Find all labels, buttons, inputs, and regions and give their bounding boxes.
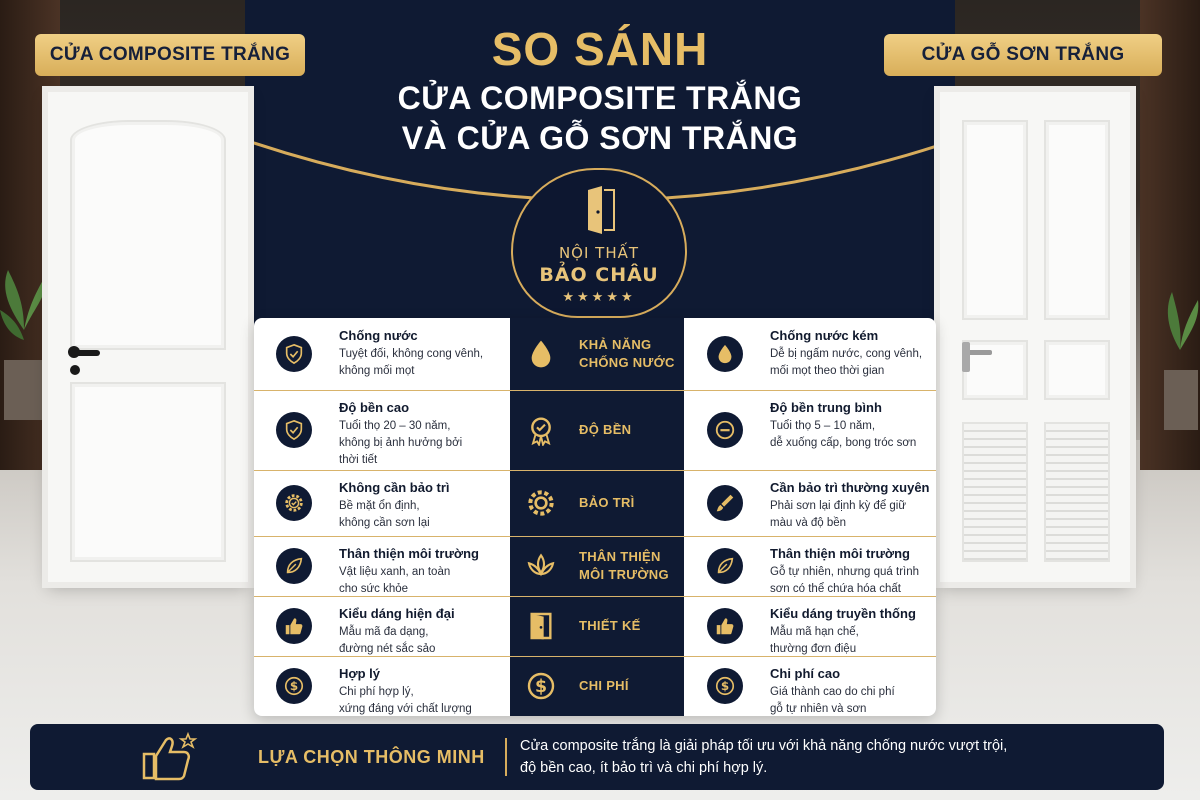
wood-door-image xyxy=(940,92,1130,582)
thumbs-up-star-icon xyxy=(138,732,198,782)
water-drop-icon xyxy=(524,337,558,371)
svg-text:$: $ xyxy=(289,679,299,694)
paint-brush-icon xyxy=(707,485,743,521)
category-label: THÂN THIỆN MÔI TRƯỜNG xyxy=(579,549,669,582)
row-divider xyxy=(254,656,936,657)
comparison-row xyxy=(254,390,936,470)
medal-icon xyxy=(524,413,558,447)
composite-feature-desc: Tuyệt đối, không cong vênh, không mối mọt xyxy=(339,348,484,377)
comparison-row xyxy=(254,656,936,716)
comparison-row xyxy=(254,596,936,656)
page-subtitle-line1: CỬA COMPOSITE TRẮNG xyxy=(397,80,803,116)
water-drop-icon xyxy=(707,336,743,372)
category-label: KHẢ NĂNG CHỐNG NƯỚC xyxy=(579,337,675,370)
door-panel-mr xyxy=(1044,340,1110,400)
door-handle xyxy=(964,350,992,355)
logo-stars: ★★★★★ xyxy=(562,290,636,305)
gear-icon xyxy=(524,486,558,520)
thumbs-up-icon xyxy=(707,608,743,644)
wood-feature-title: Thân thiện môi trường xyxy=(770,546,910,561)
wood-feature-desc: Mẫu mã hạn chế, thường đơn điệu xyxy=(770,626,859,655)
footer-divider xyxy=(505,738,507,776)
door-panel-tr xyxy=(1044,120,1110,320)
leaf-icon xyxy=(276,548,312,584)
door-panel-ml xyxy=(962,340,1028,400)
door-louver-left xyxy=(962,422,1028,562)
wood-feature-title: Chống nước kém xyxy=(770,328,879,343)
gear-check-icon xyxy=(276,485,312,521)
plant-left-icon xyxy=(0,250,48,420)
logo-text-line2: BẢO CHÂU xyxy=(539,264,659,286)
svg-text:$: $ xyxy=(534,677,548,697)
wood-feature-title: Cần bảo trì thường xuyên xyxy=(770,480,930,495)
footer-text: Cửa composite trắng là giải pháp tối ưu với khả năng chống nước vượt trội, độ bền cao, ít bảo trì và chi phí hợp lý. xyxy=(520,738,1008,776)
composite-feature-desc: Bề mặt ổn định, không cần sơn lại xyxy=(339,500,430,529)
dollar-icon xyxy=(524,669,558,703)
door-panel-tl xyxy=(962,120,1028,320)
wood-feature-desc: Tuổi thọ 5 – 10 năm, dễ xuống cấp, bong tróc sơn xyxy=(770,420,917,449)
door-louver-right xyxy=(1044,422,1110,562)
dollar-icon xyxy=(276,668,312,704)
composite-feature-desc: Mẫu mã đa dạng, đường nét sắc sảo xyxy=(339,626,436,655)
comparison-row xyxy=(254,536,936,596)
thumbs-up-icon xyxy=(276,608,312,644)
page-title: SO SÁNH xyxy=(491,23,709,75)
composite-door-image xyxy=(48,92,248,582)
leaf-icon xyxy=(707,548,743,584)
plant-right-icon xyxy=(1160,270,1200,430)
category-label: CHI PHÍ xyxy=(579,678,629,693)
comparison-table xyxy=(254,318,936,716)
door-handle xyxy=(70,350,100,356)
composite-tag: CỬA COMPOSITE TRẮNG xyxy=(35,34,305,76)
row-divider xyxy=(254,596,936,597)
wood-feature-desc: Phải sơn lại định kỳ để giữ màu và độ bền xyxy=(770,500,907,529)
wood-feature-desc: Gỗ tự nhiên, nhưng quá trình sơn có thể chứa hóa chất xyxy=(770,566,920,595)
category-label: ĐỘ BỀN xyxy=(579,422,632,437)
door-lock xyxy=(70,365,80,375)
wood-feature-desc: Dễ bị ngấm nước, cong vênh, mối mọt theo thời gian xyxy=(770,348,923,377)
logo-text-line1: NỘI THẤT xyxy=(558,244,640,262)
wood-feature-title: Chi phí cao xyxy=(770,666,841,681)
door-panel-top xyxy=(70,120,226,350)
shield-check-icon xyxy=(276,336,312,372)
door-icon xyxy=(586,186,616,234)
row-divider xyxy=(254,470,936,471)
door-panel-bottom xyxy=(70,382,226,562)
svg-text:$: $ xyxy=(720,679,730,694)
wood-feature-title: Độ bền trung bình xyxy=(770,400,882,415)
wood-feature-desc: Giá thành cao do chi phí gỗ tự nhiên và sơn xyxy=(770,686,895,715)
wood-tag: CỬA GỖ SƠN TRẮNG xyxy=(884,34,1162,76)
composite-feature-desc: Tuổi thọ 20 – 30 năm, không bị ảnh hưởng bởi thời tiết xyxy=(339,420,463,466)
composite-feature-title: Không cần bảo trì xyxy=(339,480,450,495)
row-divider xyxy=(254,390,936,391)
comparison-row xyxy=(254,318,936,390)
composite-feature-title: Thân thiện môi trường xyxy=(339,546,479,561)
comparison-row xyxy=(254,470,936,536)
category-label: BẢO TRÌ xyxy=(579,495,635,510)
composite-feature-title: Chống nước xyxy=(339,328,418,343)
dollar-icon xyxy=(707,668,743,704)
door-icon xyxy=(524,609,558,643)
minus-circle-icon xyxy=(707,412,743,448)
page-subtitle-line2: VÀ CỬA GỖ SƠN TRẮNG xyxy=(401,120,799,156)
composite-feature-title: Kiểu dáng hiện đại xyxy=(339,606,455,621)
footer-title: LỰA CHỌN THÔNG MINH xyxy=(258,747,485,767)
composite-feature-desc: Chi phí hợp lý, xứng đáng với chất lượng xyxy=(339,686,472,715)
brand-logo xyxy=(511,168,687,318)
composite-feature-title: Độ bền cao xyxy=(339,400,410,415)
lotus-icon xyxy=(524,549,558,583)
category-label: THIẾT KẾ xyxy=(579,618,641,633)
row-divider xyxy=(254,536,936,537)
shield-check-icon xyxy=(276,412,312,448)
composite-feature-title: Hợp lý xyxy=(339,666,381,681)
composite-feature-desc: Vật liệu xanh, an toàn cho sức khỏe xyxy=(339,566,451,595)
footer-banner xyxy=(30,724,1164,790)
wood-feature-title: Kiểu dáng truyền thống xyxy=(770,606,916,621)
